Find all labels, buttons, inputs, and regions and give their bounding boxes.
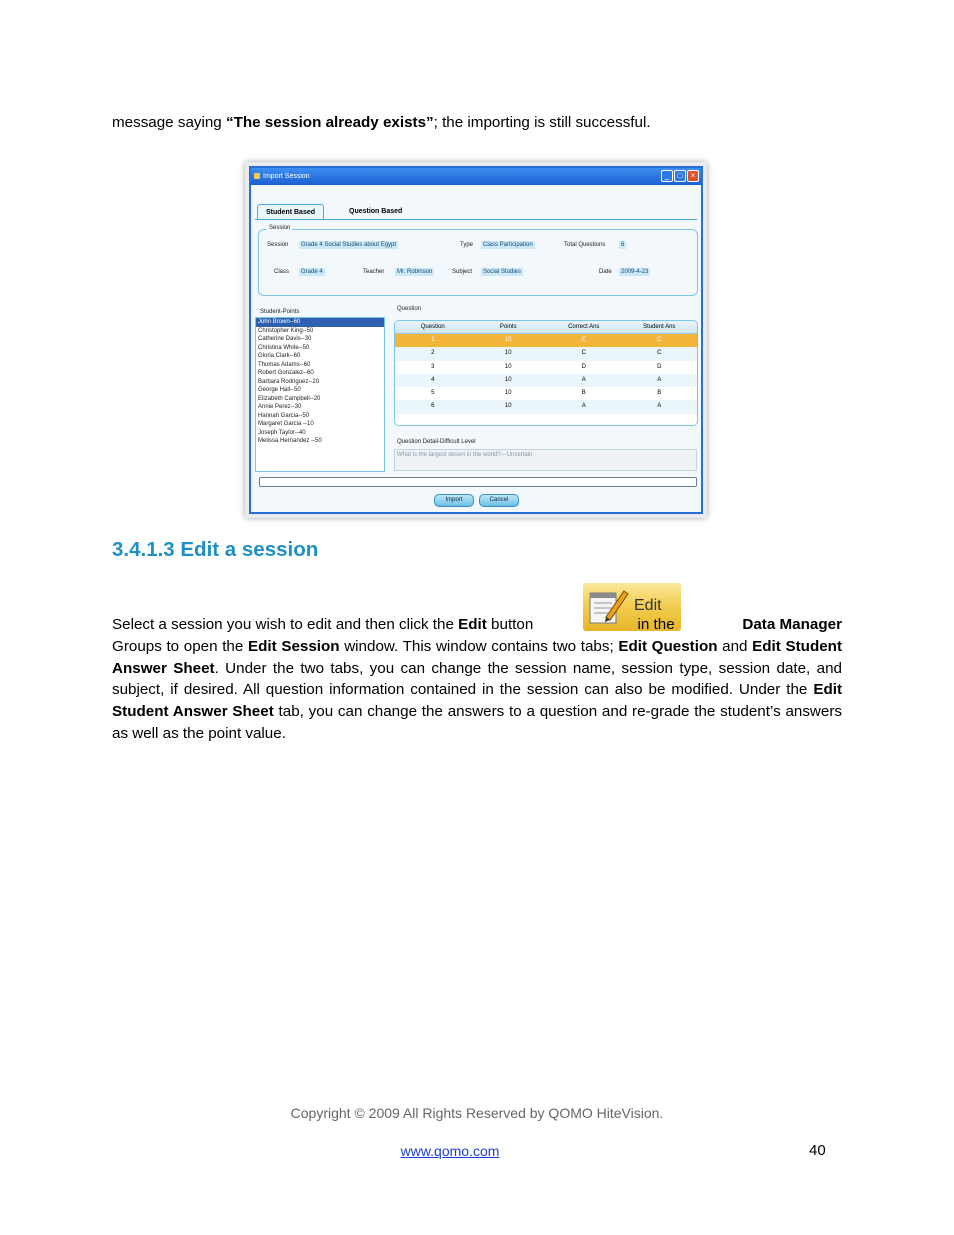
class-value: Grade 4 xyxy=(301,269,323,275)
list-item[interactable]: Margaret Garcia --10 xyxy=(258,421,314,427)
type-value: Class Participation xyxy=(483,242,533,248)
body-text: . Under the two tabs, you can change the session name, session type, session date, and subject, if desired. All question information contained in the session can also be modified. Under the xyxy=(112,659,842,699)
import-progress-bar xyxy=(259,477,697,487)
table-row[interactable] xyxy=(395,361,697,374)
footer-copyright: Copyright © 2009 All Rights Reserved by QOMO HiteVision. xyxy=(290,1105,664,1121)
question-table xyxy=(394,320,698,426)
minimize-icon[interactable]: _ xyxy=(661,170,673,182)
table-cell: 10 xyxy=(504,350,512,357)
body-bold-edit-student-answer-sheet-2: Edit Student Answer Sheet xyxy=(112,681,842,721)
session-group-label: Session xyxy=(269,225,291,231)
body-text: tab, you can change the answers to a question and re-grade the student’s answers as well as the point value. xyxy=(112,703,842,742)
table-cell: D xyxy=(581,363,586,370)
list-item[interactable]: Christina White--50 xyxy=(258,344,310,351)
tab-divider xyxy=(255,219,697,220)
body-text: Groups to open the xyxy=(112,637,248,655)
session-label: Session xyxy=(267,242,289,248)
list-item[interactable]: George Hall--50 xyxy=(258,387,301,393)
maximize-icon[interactable]: □ xyxy=(674,170,686,182)
body-text: button xyxy=(486,616,534,633)
student-points-list[interactable] xyxy=(255,317,385,472)
intro-bold: “The session already exists” xyxy=(225,114,434,131)
list-item[interactable]: Melissa Hernandez --50 xyxy=(258,438,322,444)
header-question: Question xyxy=(420,324,445,330)
session-group xyxy=(258,225,698,296)
table-cell: A xyxy=(581,403,586,410)
window-title: Import Session xyxy=(263,173,310,180)
close-icon[interactable]: × xyxy=(687,170,699,182)
body-bold-edit-question: Edit Question xyxy=(618,637,718,655)
section-heading: 3.4.1.3 Edit a session xyxy=(112,538,319,561)
import-button[interactable]: Import xyxy=(434,494,474,507)
window-titlebar xyxy=(251,168,701,185)
intro-paragraph xyxy=(112,112,842,134)
app-icon xyxy=(254,173,260,179)
table-row[interactable] xyxy=(395,374,697,387)
table-cell: 5 xyxy=(431,390,435,397)
list-item[interactable]: John Brown--60 xyxy=(256,318,384,327)
body-text: window. This window contains two tabs; xyxy=(339,637,619,655)
import-session-window xyxy=(249,166,703,514)
list-item[interactable]: Christopher King--50 xyxy=(258,327,314,334)
table-cell: 10 xyxy=(504,363,512,370)
list-item[interactable]: Annie Perez--30 xyxy=(258,404,302,410)
import-session-screenshot xyxy=(245,162,707,518)
window-client xyxy=(251,185,701,512)
list-item[interactable]: Barbara Rodriguez--20 xyxy=(258,378,320,385)
session-value: Grade 4 Social Studies about Egypt xyxy=(301,242,397,248)
footer-link[interactable]: www.qomo.com xyxy=(400,1143,500,1159)
tab-question-based[interactable]: Question Based xyxy=(349,208,403,215)
total-questions-label: Total Questions xyxy=(564,242,606,248)
body-line-1 xyxy=(112,614,842,636)
body-text: Select a session you wish to edit and then click the xyxy=(112,616,459,633)
body-text: and xyxy=(717,637,753,655)
table-header xyxy=(395,321,697,334)
header-student-ans: Student Ans xyxy=(643,324,676,330)
table-row[interactable] xyxy=(395,400,697,413)
student-points-label: Student-Points xyxy=(260,309,300,315)
table-cell: C xyxy=(657,350,662,357)
table-cell: B xyxy=(657,390,662,397)
table-cell: 1 xyxy=(431,337,435,343)
list-item[interactable]: Joseph Taylor--40 xyxy=(258,429,306,436)
page-number: 40 xyxy=(809,1142,826,1159)
table-cell: 4 xyxy=(431,376,435,383)
question-detail-field[interactable]: What is the largest desert in the world?---Uncertain xyxy=(394,449,697,471)
table-cell: C xyxy=(581,350,586,357)
header-correct-ans: Correct Ans xyxy=(568,324,600,330)
table-row[interactable] xyxy=(395,387,697,400)
footer-link-wrap xyxy=(0,1143,927,1159)
subject-label: Subject xyxy=(452,269,473,275)
edit-button-label: Edit xyxy=(634,597,662,614)
body-text: in the xyxy=(633,616,675,633)
list-item[interactable]: Robert Gonzalez--60 xyxy=(258,370,314,376)
intro-text: message saying xyxy=(112,114,226,131)
table-cell: A xyxy=(581,376,586,383)
table-cell: 3 xyxy=(431,363,435,370)
table-cell: 10 xyxy=(504,403,512,410)
body-bold-edit-session: Edit Session xyxy=(247,637,340,655)
list-item[interactable]: Thomas Adams--60 xyxy=(258,361,311,368)
intro-text-end: ; the importing is still successful. xyxy=(433,114,651,131)
table-cell: A xyxy=(657,376,662,383)
list-item[interactable]: Gloria Clark--60 xyxy=(258,353,301,359)
table-cell: A xyxy=(657,403,662,410)
table-row[interactable] xyxy=(395,347,697,360)
cancel-button[interactable]: Cancel xyxy=(479,494,519,507)
table-cell: C xyxy=(581,337,586,343)
total-questions-value: 6 xyxy=(621,242,625,248)
subject-value: Social Studies xyxy=(483,269,522,275)
body-paragraph xyxy=(112,614,842,745)
list-item[interactable]: Hannah Garcia--50 xyxy=(258,412,310,419)
body-bold-edit-student-answer-sheet: Edit Student Answer Sheet xyxy=(112,637,842,677)
table-cell: 2 xyxy=(431,350,435,357)
table-cell: C xyxy=(657,337,662,343)
body-bold-edit: Edit xyxy=(458,616,487,633)
header-points: Points xyxy=(499,324,517,330)
table-cell: 6 xyxy=(431,403,435,410)
teacher-label: Teacher xyxy=(363,269,385,275)
teacher-value: Mr. Robinson xyxy=(397,269,433,275)
tab-student-based[interactable]: Student Based xyxy=(257,204,324,220)
table-cell: D xyxy=(657,363,662,370)
date-label: Date xyxy=(599,269,612,275)
list-item[interactable]: Catherine Davis--30 xyxy=(258,336,312,342)
question-detail-label: Question Detail-Difficult Level xyxy=(397,439,476,445)
body-bold-data-manager: Data Manager xyxy=(742,616,842,633)
table-row[interactable] xyxy=(395,334,697,347)
table-cell: 10 xyxy=(504,376,512,383)
date-value: 2009-4-23 xyxy=(621,269,649,275)
table-cell: 10 xyxy=(504,337,512,343)
type-label: Type xyxy=(460,242,474,248)
table-cell: B xyxy=(581,390,586,397)
table-cell: 10 xyxy=(504,390,512,397)
list-item[interactable]: Elizabeth Campbell--20 xyxy=(258,395,321,402)
class-label: Class xyxy=(274,269,290,275)
question-label: Question xyxy=(397,306,422,312)
